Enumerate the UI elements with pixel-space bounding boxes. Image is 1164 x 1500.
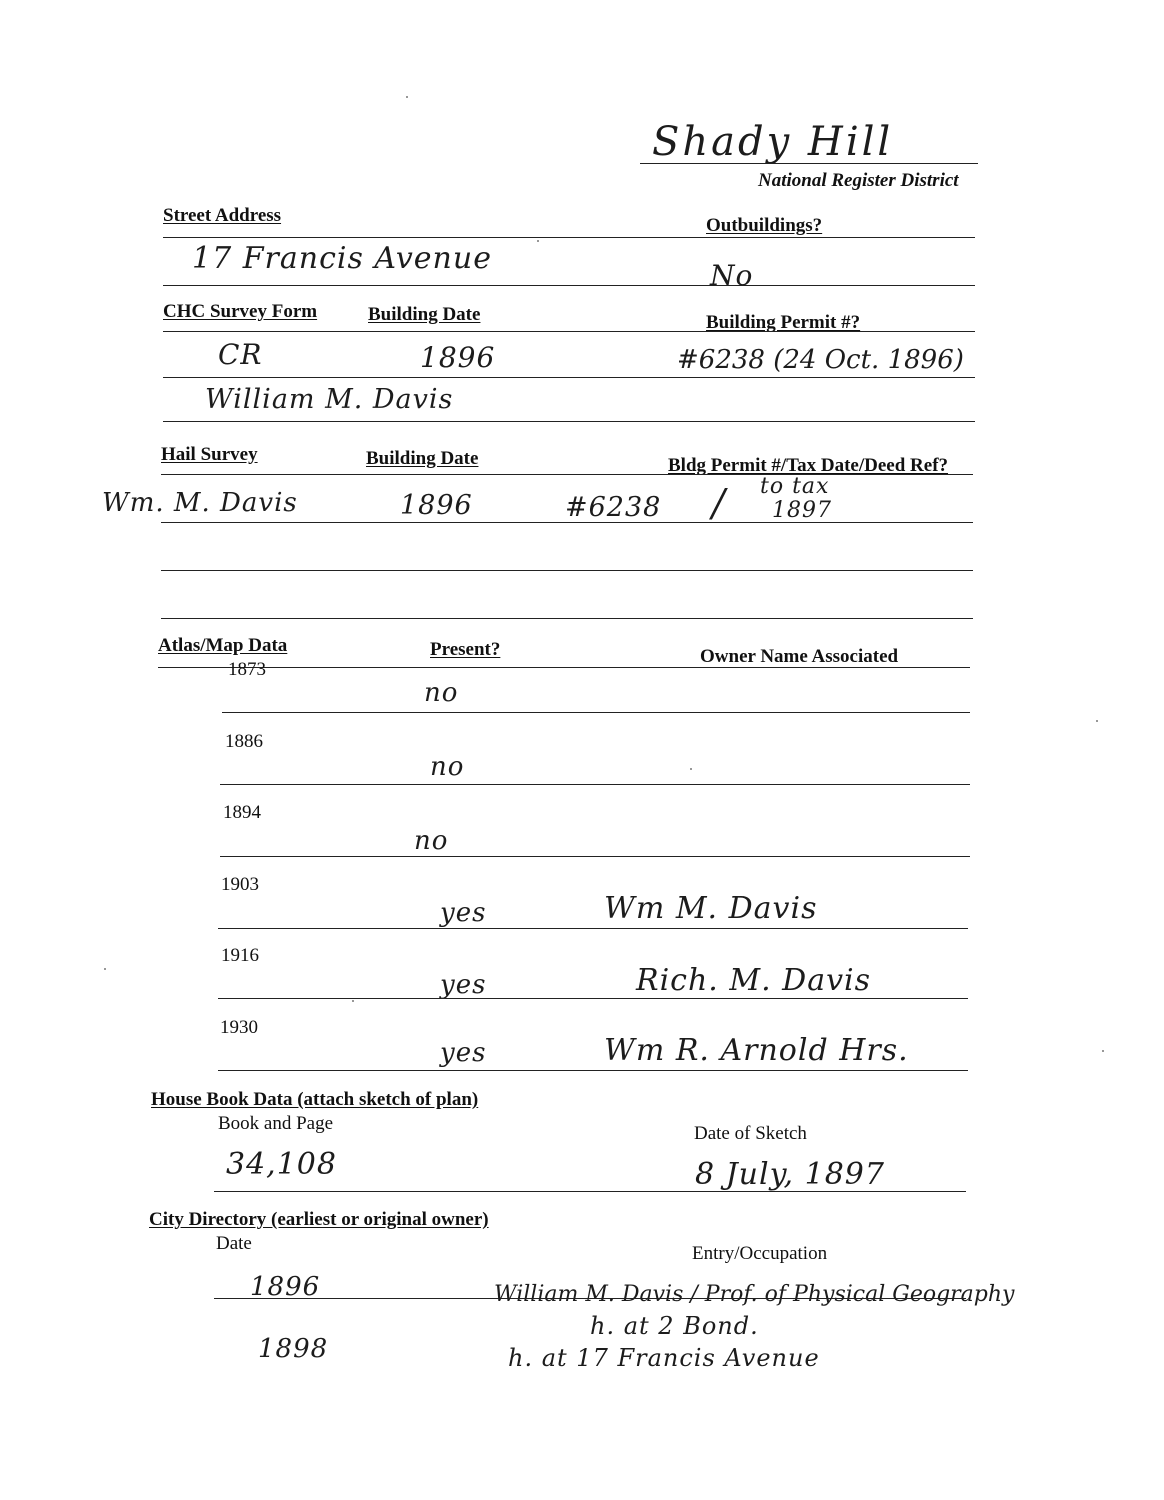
- sketch-date-value: 8 July, 1897: [695, 1157, 885, 1192]
- house-book-line: [214, 1191, 966, 1192]
- chc-value-line: [163, 377, 975, 378]
- scan-speck: [1102, 1050, 1104, 1052]
- hail-slash: /: [712, 481, 726, 525]
- atlas-present: no: [424, 678, 459, 708]
- hail-value-line: [161, 522, 973, 523]
- directory-entry-2: h. at 2 Bond.: [590, 1312, 759, 1340]
- atlas-present: yes: [440, 1038, 487, 1068]
- district-label: National Register District: [758, 170, 959, 191]
- hail-tax-year-value: 1897: [772, 498, 832, 523]
- chc-building-date-value: 1896: [420, 341, 496, 374]
- directory-date: 1898: [258, 1334, 329, 1364]
- atlas-owner: Wm M. Davis: [604, 891, 818, 926]
- district-name-handwritten: Shady Hill: [652, 119, 894, 165]
- atlas-year: 1894: [223, 802, 261, 823]
- atlas-present: yes: [440, 898, 487, 928]
- building-permit-label: Building Permit #?: [706, 312, 861, 333]
- book-and-page-label: Book and Page: [218, 1113, 334, 1134]
- present-label: Present?: [430, 639, 501, 660]
- chc-architect-line: [163, 421, 975, 422]
- atlas-year: 1916: [221, 945, 259, 966]
- outbuildings-value: No: [710, 259, 754, 292]
- hail-survey-label: Hail Survey: [161, 444, 258, 465]
- street-address-label: Street Address: [163, 205, 282, 226]
- scan-speck: [537, 240, 539, 242]
- bldg-permit-tax-label: Bldg Permit #/Tax Date/Deed Ref?: [668, 455, 949, 476]
- directory-date: 1896: [250, 1272, 321, 1302]
- scan-speck: [104, 968, 106, 970]
- hail-building-date-label: Building Date: [366, 448, 479, 469]
- hail-blank-line-1: [161, 570, 973, 571]
- street-address-value: 17 Francis Avenue: [192, 241, 492, 276]
- atlas-row-line: [220, 856, 970, 857]
- street-address-header-line: [163, 237, 975, 238]
- chc-survey-form-label: CHC Survey Form: [163, 301, 318, 322]
- atlas-year: 1930: [220, 1017, 258, 1038]
- atlas-owner: Rich. M. Davis: [636, 963, 872, 998]
- atlas-row-line: [218, 928, 968, 929]
- hail-header-line: [161, 474, 973, 475]
- chc-building-date-label: Building Date: [368, 304, 481, 325]
- directory-entry: h. at 17 Francis Avenue: [508, 1344, 820, 1372]
- outbuildings-label: Outbuildings?: [706, 215, 823, 236]
- house-book-data-label: House Book Data (attach sketch of plan): [151, 1089, 479, 1110]
- directory-line: [214, 1298, 966, 1299]
- chc-architect-value: William M. Davis: [205, 384, 454, 415]
- building-permit-value: #6238 (24 Oct. 1896): [677, 345, 964, 375]
- city-directory-date-label: Date: [216, 1233, 252, 1254]
- date-of-sketch-label: Date of Sketch: [694, 1123, 807, 1144]
- hail-blank-line-2: [161, 618, 973, 619]
- atlas-header-line: [158, 667, 970, 668]
- atlas-year: 1873: [228, 659, 266, 680]
- hail-building-date-value: 1896: [400, 490, 473, 521]
- entry-occupation-label: Entry/Occupation: [692, 1243, 828, 1264]
- street-address-line: [163, 285, 975, 286]
- owner-name-associated-label: Owner Name Associated: [700, 646, 899, 667]
- scan-speck: [406, 96, 408, 98]
- atlas-row-line: [218, 998, 968, 999]
- atlas-present: no: [430, 752, 465, 782]
- atlas-row-line: [218, 1070, 968, 1071]
- scan-speck: [352, 1000, 354, 1002]
- city-directory-label: City Directory (earliest or original owner): [149, 1209, 489, 1230]
- chc-survey-form-value: CR: [218, 338, 263, 371]
- atlas-year: 1903: [221, 874, 259, 895]
- hail-tax-note-value: to tax: [760, 474, 830, 499]
- scan-speck: [690, 768, 692, 770]
- hail-survey-value: Wm. M. Davis: [102, 488, 298, 518]
- scan-speck: [1096, 720, 1098, 722]
- atlas-present: yes: [440, 970, 487, 1000]
- atlas-row-line: [222, 712, 970, 713]
- atlas-year: 1886: [225, 731, 263, 752]
- atlas-owner: Wm R. Arnold Hrs.: [604, 1033, 909, 1068]
- atlas-map-data-label: Atlas/Map Data: [158, 635, 288, 656]
- atlas-row-line: [220, 784, 970, 785]
- house-book-value: 34,108: [226, 1147, 337, 1182]
- district-line: [640, 163, 978, 164]
- atlas-present: no: [414, 826, 449, 856]
- directory-entry: William M. Davis / Prof. of Physical Geography: [494, 1282, 1015, 1307]
- hail-permit-value: #6238: [565, 492, 662, 523]
- chc-header-line: [163, 331, 975, 332]
